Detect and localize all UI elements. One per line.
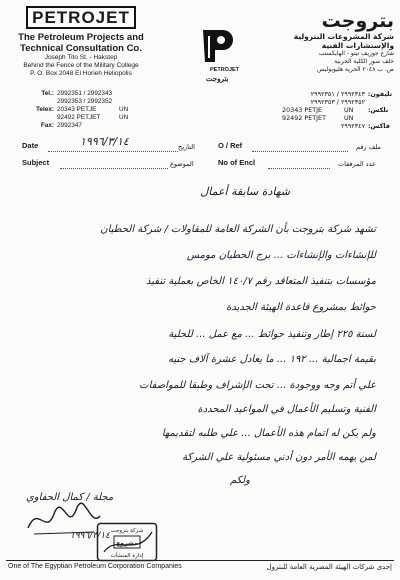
logo-caption-ar: بتروجت: [206, 76, 229, 83]
encl-rule: [268, 168, 330, 169]
petrojet-logo-icon: [197, 26, 237, 64]
telex-value: 92492 PETJET: [57, 114, 101, 121]
tel-row-ar: [282, 90, 392, 106]
address-ar-1: شارع جوزيف تيتو - الهايكستب: [318, 50, 394, 57]
tel-label-ar: تليفون:: [367, 90, 392, 98]
date-label: Date: [22, 141, 39, 150]
telex-label-ar: تلكس:: [368, 106, 389, 114]
fax-value-ar: ٢٩٩٢٣٤٧: [340, 122, 365, 130]
body-line: بقيمة اجمالية ... ١٩٢ ... ما يعادل عشرة آلاف جنيه: [168, 354, 376, 365]
company-name-ar-1: شركة المشروعات البترولية: [293, 32, 394, 41]
fax-label-ar: فاكس:: [368, 122, 390, 130]
encl-label-ar: عدد المرفقات: [338, 160, 376, 168]
ref-rule: [252, 151, 348, 152]
telex-code-ar: UN: [344, 114, 354, 122]
date-value: ١٩٩٦/٣/١٤: [80, 135, 129, 148]
telex-row-ar: [282, 106, 392, 122]
address-en-1: Joseph Tito St. - Hakstep: [44, 54, 118, 61]
tel-label: Tel.:: [41, 90, 54, 97]
tel-value: 2992351 / 2992343: [57, 90, 113, 97]
tel-value: 2992353 / 2992352: [57, 98, 113, 105]
body-line: ولم يكن له اتمام هذه الأعمال ... علي طلبه لتقديمها: [161, 428, 376, 439]
signature-name: مجلة / كمال الحفاوي: [26, 492, 114, 503]
body-line: علي أتم وجه ووجودة ... تحت الإشراف وطبقا للمواصفات: [139, 380, 376, 391]
telex-code: UN: [119, 106, 129, 113]
address-en-3: P. O. Box 2048 El Horieh Heliopolis: [30, 70, 132, 77]
telex-code-ar: UN: [344, 106, 354, 114]
contacts-ar: [282, 90, 392, 130]
letterhead-en: [6, 6, 156, 78]
telex-value-ar: 20343 PETJE: [282, 106, 323, 114]
body-line: تشهد شركة بتروجت بأن الشركة العامة للمقاولات / شركة الحطيان: [100, 224, 376, 235]
signature-date: ١٩٩٦/٣/١٤: [70, 531, 110, 541]
subject-rule: [60, 168, 168, 169]
subject-label-ar: الموضوع: [170, 160, 194, 168]
tel-value-ar: ٢٩٩٢٣٤٣ / ٢٩٩٢٣٥١: [310, 90, 365, 98]
encl-label: No of Encl: [218, 158, 256, 167]
company-name-en-1: The Petroleum Projects and: [18, 32, 144, 43]
subject-label: Subject: [22, 158, 50, 167]
contacts-en: [30, 90, 155, 130]
telex-value: 20343 PETJE: [57, 106, 97, 113]
company-name-en-2: Technical Consultation Co.: [20, 43, 142, 54]
telex-label: Telex:: [36, 106, 54, 113]
company-stamp-icon: [96, 522, 158, 562]
telex-code: UN: [119, 114, 129, 121]
brand-name-ar: بتروجت: [321, 10, 394, 32]
address-en-2: Behind the Fence of the Military College: [23, 62, 139, 69]
body-line: لمن يهمه الأمر دون أدني مسئولية علي الشركة: [182, 452, 376, 463]
body-line: مؤسسات بتنفيذ المتعاقد رقم ١٤٠/٧ الخاص بعملية تنفيذ: [146, 276, 376, 287]
footer-en: One of The Egyptian Petroleum Corporation Companies: [8, 563, 182, 570]
telex-row: [30, 106, 155, 122]
logo-caption-en: PETROJET: [210, 67, 240, 73]
brand-name-en: PETROJET: [26, 6, 136, 29]
tel-value-ar: ٢٩٩٢٣٥٢ / ٢٩٩٢٣٥٣: [310, 98, 365, 106]
body-line: الفنية وتسليم الأعمال في المواعيد المحددة: [197, 404, 376, 415]
date-label-ar: التاريخ: [178, 143, 195, 151]
date-rule: [48, 151, 178, 152]
footer-ar: إحدى شركات الهيئة المصرية العامة للبترول: [266, 563, 392, 571]
footer-divider: [6, 560, 394, 561]
stamp-top-text: شركة بتروجت: [110, 528, 144, 534]
fax-value: 2992347: [57, 122, 82, 129]
stamp-bottom-text: إدارة المنشآت: [110, 553, 144, 559]
company-name-ar-2: والإستشارات الفنية: [321, 41, 394, 50]
ref-label: O / Ref: [218, 141, 243, 150]
body-line: لسنة ٢٢٥ إطار وتنفيذ حوائط ... مع عمل ... للحلية: [168, 329, 376, 340]
body-line: للإنشاءات والإنشاءات ... برج الحطيان مومس: [186, 250, 376, 261]
body-line: حوائط بمشروع قاعدة الهيئة الجديدة: [226, 302, 376, 313]
tel-row: [30, 90, 155, 106]
telex-value-ar: 92492 PETJET: [282, 114, 326, 122]
address-ar-3: ص. ب ٢٠٤٨ الحرية هليوبوليس: [316, 66, 394, 73]
body-line: ولكم: [229, 475, 250, 486]
address-ar-2: خلف سور الكلية الحربية: [334, 58, 394, 65]
fax-label: Fax:: [40, 122, 54, 129]
stamp-mid-text: مشروع: [116, 540, 138, 547]
certificate-heading: شهادة سابقة أعمال: [200, 185, 290, 198]
ref-label-ar: ملف رقم: [356, 143, 382, 151]
letterhead-ar: [254, 10, 394, 74]
fax-row-ar: [282, 122, 392, 130]
fax-row: [30, 122, 155, 130]
